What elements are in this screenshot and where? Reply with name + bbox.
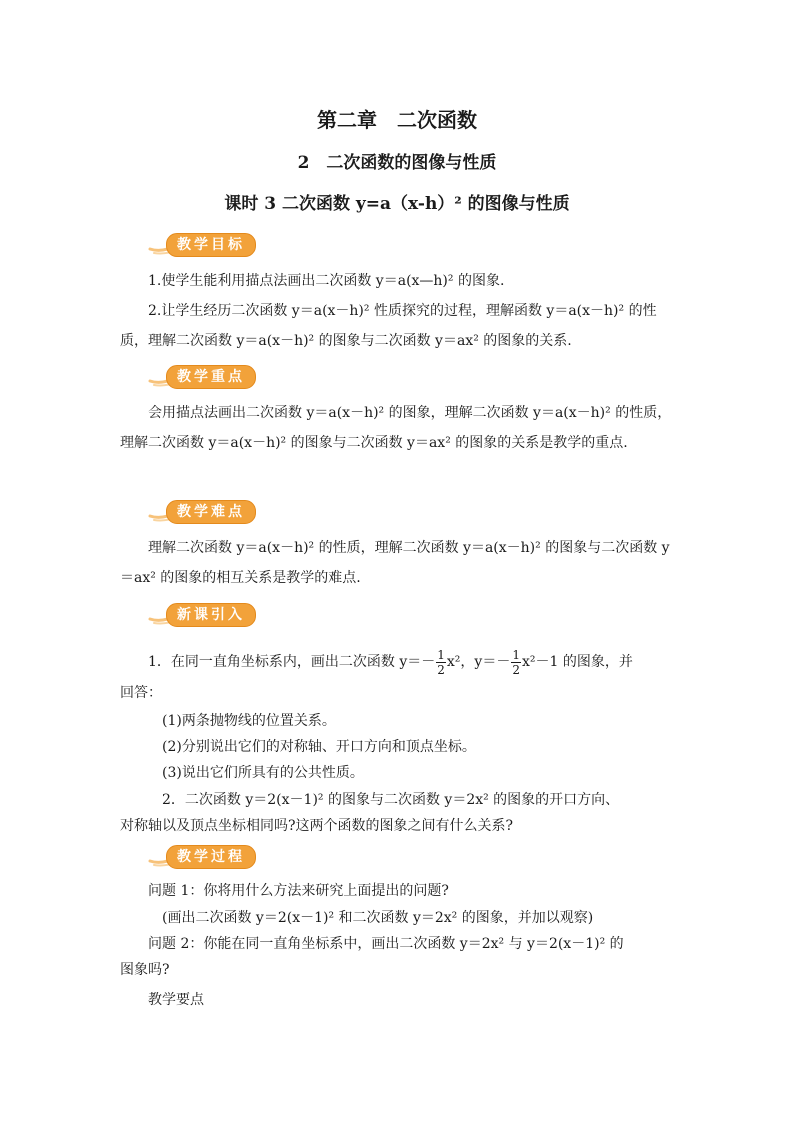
section-badge-difficulties: [148, 500, 256, 524]
difficulties-text: 理解二次函数 y＝a(x－h)² 的性质，理解二次函数 y＝a(x－h)² 的图象与二次函数 y＝ax² 的图象的相互关系是教学的难点.: [120, 540, 670, 586]
chapter-title: 第二章 二次函数: [317, 108, 477, 132]
intro-question-2-line-2: 对称轴以及顶点坐标相同吗?这两个函数的图象之间有什么关系?: [120, 818, 514, 834]
intro-question-2-line-1: 2．二次函数 y＝2(x－1)² 的图象与二次函数 y＝2x² 的图象的开口方向、: [162, 792, 620, 808]
intro-q1-part-b: x²，y＝－: [446, 654, 511, 670]
section-label: 新课引入: [166, 603, 256, 627]
section-label: 教学难点: [166, 500, 256, 524]
process-question-2-line-2: 图象吗?: [120, 962, 170, 978]
objective-2: 2.让学生经历二次函数 y＝a(x－h)² 性质探究的过程，理解函数 y＝a(x－h)² 的性质，理解二次函数 y＝a(x－h)² 的图象与二次函数 y＝ax² 的图象的关系.: [120, 303, 657, 349]
process-question-2-line-1: 问题 2：你能在同一直角坐标系中，画出二次函数 y＝2x² 与 y＝2(x－1)² 的: [148, 936, 624, 952]
section-badge-introduction: [148, 603, 256, 627]
key-points-text: 会用描点法画出二次函数 y＝a(x－h)² 的图象，理解二次函数 y＝a(x－h)² 的性质，理解二次函数 y＝a(x－h)² 的图象与二次函数 y＝ax² 的图象的关系是教学的重点.: [120, 405, 672, 451]
section-label: 教学重点: [166, 365, 256, 389]
section-label: 教学过程: [166, 845, 256, 869]
fraction-one-half: $\frac{1}{2}$: [437, 647, 445, 677]
intro-q1-part-a: 1．在同一直角坐标系内，画出二次函数 y＝－: [148, 654, 436, 670]
intro-sub-3: (3)说出它们所具有的公共性质。: [162, 765, 364, 781]
section-badge-key-points: [148, 365, 256, 389]
intro-sub-2: (2)分别说出它们的对称轴、开口方向和顶点坐标。: [162, 739, 476, 755]
intro-sub-1: (1)两条抛物线的位置关系。: [162, 713, 336, 729]
section-badge-process: [148, 845, 256, 869]
section-badge-objectives: [148, 233, 256, 257]
intro-q1-answer-label: 回答：: [120, 685, 162, 701]
process-question-1-hint: (画出二次函数 y＝2(x－1)² 和二次函数 y＝2x² 的图象，并加以观察): [162, 910, 594, 926]
fraction-one-half: $\frac{1}{2}$: [512, 647, 520, 677]
section-title: 2 二次函数的图像与性质: [297, 153, 497, 173]
section-label: 教学目标: [166, 233, 256, 257]
intro-question-1: [148, 645, 676, 679]
process-question-1: 问题 1：你将用什么方法来研究上面提出的问题?: [148, 883, 449, 899]
objective-1: 1.使学生能利用描点法画出二次函数 y＝a(x—h)² 的图象.: [148, 273, 505, 289]
intro-q1-part-c: x²－1 的图象，并: [521, 654, 633, 670]
lesson-title: 课时 3 二次函数 y=a（x-h）² 的图像与性质: [224, 194, 570, 214]
process-teaching-points: 教学要点: [148, 992, 204, 1008]
